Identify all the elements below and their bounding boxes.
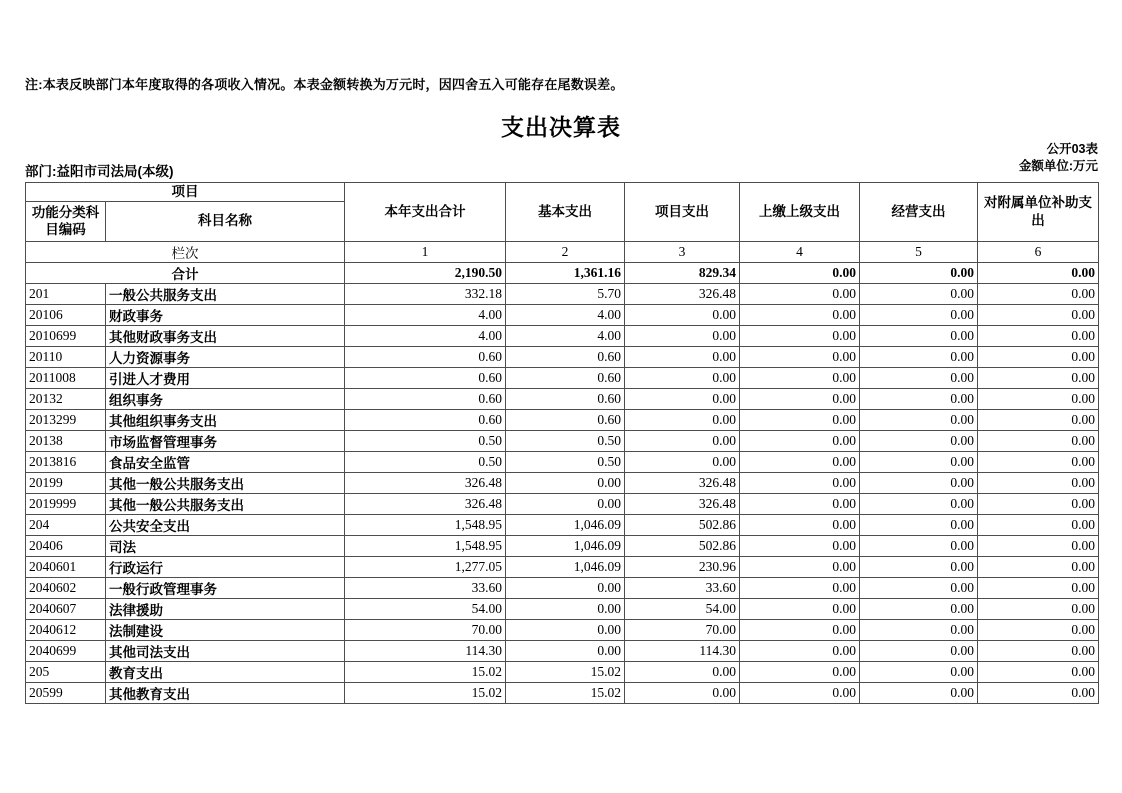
table-row <box>26 451 1099 472</box>
value-cell: 0.00 <box>860 493 978 514</box>
function-code-cell: 2010699 <box>26 325 106 346</box>
value-cell: 0.60 <box>506 367 625 388</box>
subject-name-cell: 其他组织事务支出 <box>106 409 345 430</box>
total-label: 合计 <box>26 262 345 283</box>
value-cell: 0.00 <box>740 283 860 304</box>
value-cell: 0.60 <box>506 388 625 409</box>
value-cell: 0.00 <box>740 325 860 346</box>
total-value-cell: 829.34 <box>625 262 740 283</box>
total-row <box>26 262 1099 283</box>
subject-name-cell: 一般行政管理事务 <box>106 577 345 598</box>
value-cell: 1,548.95 <box>345 514 506 535</box>
function-code-cell: 20106 <box>26 304 106 325</box>
col-header-total-expenditure: 本年支出合计 <box>345 183 506 242</box>
value-cell: 0.00 <box>860 367 978 388</box>
total-value-cell: 0.00 <box>978 262 1099 283</box>
value-cell: 0.00 <box>740 535 860 556</box>
total-value-cell: 0.00 <box>740 262 860 283</box>
subject-name-cell: 司法 <box>106 535 345 556</box>
table-row <box>26 556 1099 577</box>
col-header-project-expenditure: 项目支出 <box>625 183 740 242</box>
value-cell: 0.00 <box>740 430 860 451</box>
value-cell: 326.48 <box>345 472 506 493</box>
table-row <box>26 514 1099 535</box>
value-cell: 0.00 <box>978 451 1099 472</box>
value-cell: 0.00 <box>506 619 625 640</box>
subject-name-cell: 组织事务 <box>106 388 345 409</box>
value-cell: 326.48 <box>345 493 506 514</box>
table-row <box>26 325 1099 346</box>
value-cell: 0.00 <box>625 346 740 367</box>
value-cell: 0.00 <box>625 367 740 388</box>
value-cell: 0.60 <box>506 409 625 430</box>
value-cell: 332.18 <box>345 283 506 304</box>
value-cell: 15.02 <box>506 661 625 682</box>
value-cell: 0.00 <box>506 472 625 493</box>
value-cell: 0.00 <box>978 598 1099 619</box>
value-cell: 0.00 <box>740 388 860 409</box>
table-row <box>26 430 1099 451</box>
value-cell: 0.00 <box>978 661 1099 682</box>
value-cell: 326.48 <box>625 283 740 304</box>
subject-name-cell: 其他财政事务支出 <box>106 325 345 346</box>
value-cell: 0.00 <box>978 388 1099 409</box>
value-cell: 114.30 <box>345 640 506 661</box>
value-cell: 0.00 <box>740 514 860 535</box>
value-cell: 0.00 <box>978 304 1099 325</box>
function-code-cell: 20406 <box>26 535 106 556</box>
function-code-cell: 2040602 <box>26 577 106 598</box>
value-cell: 15.02 <box>506 682 625 703</box>
project-group-header: 项目 <box>26 183 345 202</box>
value-cell: 0.00 <box>740 346 860 367</box>
value-cell: 0.00 <box>860 472 978 493</box>
subject-name-cell: 一般公共服务支出 <box>106 283 345 304</box>
value-cell: 0.00 <box>860 409 978 430</box>
value-cell: 0.50 <box>345 430 506 451</box>
value-cell: 70.00 <box>345 619 506 640</box>
value-cell: 0.00 <box>978 493 1099 514</box>
subject-name-cell: 法制建设 <box>106 619 345 640</box>
function-code-cell: 20110 <box>26 346 106 367</box>
subject-name-cell: 引进人才费用 <box>106 367 345 388</box>
value-cell: 0.00 <box>625 430 740 451</box>
function-code-cell: 2040601 <box>26 556 106 577</box>
value-cell: 0.00 <box>740 409 860 430</box>
function-code-cell: 20138 <box>26 430 106 451</box>
value-cell: 0.00 <box>860 619 978 640</box>
function-code-cell: 201 <box>26 283 106 304</box>
table-row <box>26 346 1099 367</box>
value-cell: 54.00 <box>625 598 740 619</box>
value-cell: 0.00 <box>860 535 978 556</box>
table-note: 注:本表反映部门本年度取得的各项收入情况。本表金额转换为万元时，因四舍五入可能存在尾数误差。 <box>25 77 624 92</box>
value-cell: 33.60 <box>345 577 506 598</box>
value-cell: 0.00 <box>740 493 860 514</box>
value-cell: 0.50 <box>506 451 625 472</box>
total-value-cell: 1,361.16 <box>506 262 625 283</box>
value-cell: 1,046.09 <box>506 514 625 535</box>
value-cell: 4.00 <box>506 325 625 346</box>
function-code-cell: 2011008 <box>26 367 106 388</box>
value-cell: 0.00 <box>506 577 625 598</box>
value-cell: 114.30 <box>625 640 740 661</box>
column-index: 4 <box>740 241 860 262</box>
col-header-operating-expenditure: 经营支出 <box>860 183 978 242</box>
value-cell: 70.00 <box>625 619 740 640</box>
value-cell: 0.00 <box>506 493 625 514</box>
value-cell: 0.00 <box>860 430 978 451</box>
function-code-cell: 205 <box>26 661 106 682</box>
value-cell: 502.86 <box>625 535 740 556</box>
value-cell: 0.00 <box>625 325 740 346</box>
table-row <box>26 409 1099 430</box>
column-index: 1 <box>345 241 506 262</box>
value-cell: 1,548.95 <box>345 535 506 556</box>
value-cell: 0.00 <box>740 640 860 661</box>
table-row <box>26 577 1099 598</box>
column-index: 6 <box>978 241 1099 262</box>
value-cell: 0.00 <box>978 346 1099 367</box>
value-cell: 0.50 <box>345 451 506 472</box>
function-code-cell: 2013816 <box>26 451 106 472</box>
value-cell: 0.00 <box>978 619 1099 640</box>
total-value-cell: 2,190.50 <box>345 262 506 283</box>
value-cell: 0.60 <box>345 409 506 430</box>
value-cell: 0.00 <box>740 367 860 388</box>
value-cell: 0.00 <box>978 535 1099 556</box>
subject-name-cell: 教育支出 <box>106 661 345 682</box>
value-cell: 326.48 <box>625 493 740 514</box>
value-cell: 0.00 <box>860 556 978 577</box>
value-cell: 0.00 <box>860 577 978 598</box>
table-row <box>26 535 1099 556</box>
value-cell: 0.00 <box>740 619 860 640</box>
value-cell: 0.00 <box>860 388 978 409</box>
value-cell: 4.00 <box>345 304 506 325</box>
subject-name-cell: 食品安全监管 <box>106 451 345 472</box>
table-row <box>26 619 1099 640</box>
table-row <box>26 388 1099 409</box>
subject-name-cell: 其他一般公共服务支出 <box>106 472 345 493</box>
value-cell: 15.02 <box>345 661 506 682</box>
value-cell: 0.00 <box>625 388 740 409</box>
value-cell: 0.00 <box>740 661 860 682</box>
table-row <box>26 598 1099 619</box>
value-cell: 0.00 <box>978 430 1099 451</box>
function-code-cell: 20132 <box>26 388 106 409</box>
value-cell: 0.00 <box>506 640 625 661</box>
value-cell: 326.48 <box>625 472 740 493</box>
value-cell: 0.00 <box>740 598 860 619</box>
value-cell: 230.96 <box>625 556 740 577</box>
value-cell: 1,046.09 <box>506 556 625 577</box>
value-cell: 0.00 <box>625 451 740 472</box>
value-cell: 33.60 <box>625 577 740 598</box>
value-cell: 0.60 <box>345 367 506 388</box>
value-cell: 0.00 <box>740 451 860 472</box>
meta-right-block <box>1019 141 1098 175</box>
value-cell: 54.00 <box>345 598 506 619</box>
value-cell: 0.00 <box>978 409 1099 430</box>
subject-name-cell: 公共安全支出 <box>106 514 345 535</box>
value-cell: 0.00 <box>740 577 860 598</box>
value-cell: 0.00 <box>740 682 860 703</box>
value-cell: 0.00 <box>860 346 978 367</box>
subject-name-cell: 财政事务 <box>106 304 345 325</box>
function-code-cell: 20199 <box>26 472 106 493</box>
public-table-code: 公开03表 <box>1046 142 1098 156</box>
department-label: 部门:益阳市司法局(本级) <box>25 164 174 179</box>
subject-name-cell: 其他一般公共服务支出 <box>106 493 345 514</box>
total-value-cell: 0.00 <box>860 262 978 283</box>
value-cell: 0.00 <box>740 556 860 577</box>
column-index-row <box>26 241 1099 262</box>
column-index: 5 <box>860 241 978 262</box>
col-header-upturn-expenditure: 上缴上级支出 <box>740 183 860 242</box>
value-cell: 0.00 <box>860 682 978 703</box>
value-cell: 0.00 <box>978 367 1099 388</box>
value-cell: 4.00 <box>345 325 506 346</box>
value-cell: 0.00 <box>978 640 1099 661</box>
function-code-cell: 2013299 <box>26 409 106 430</box>
subject-name-cell: 人力资源事务 <box>106 346 345 367</box>
subject-name-cell: 市场监督管理事务 <box>106 430 345 451</box>
value-cell: 0.00 <box>978 472 1099 493</box>
table-row <box>26 682 1099 703</box>
amount-unit-label: 金额单位:万元 <box>1018 159 1098 173</box>
expenditure-table <box>25 182 1099 704</box>
function-code-cell: 2019999 <box>26 493 106 514</box>
column-index-label: 栏次 <box>26 241 345 262</box>
column-index: 2 <box>506 241 625 262</box>
value-cell: 0.00 <box>860 514 978 535</box>
value-cell: 0.00 <box>625 304 740 325</box>
value-cell: 0.00 <box>860 304 978 325</box>
function-code-cell: 2040607 <box>26 598 106 619</box>
value-cell: 0.00 <box>978 325 1099 346</box>
function-code-cell: 20599 <box>26 682 106 703</box>
value-cell: 0.00 <box>860 640 978 661</box>
value-cell: 0.00 <box>978 283 1099 304</box>
value-cell: 0.00 <box>860 451 978 472</box>
subject-name-cell: 行政运行 <box>106 556 345 577</box>
table-row <box>26 304 1099 325</box>
function-code-cell: 2040612 <box>26 619 106 640</box>
value-cell: 0.00 <box>625 661 740 682</box>
column-index: 3 <box>625 241 740 262</box>
value-cell: 0.00 <box>740 304 860 325</box>
value-cell: 0.00 <box>860 661 978 682</box>
value-cell: 1,277.05 <box>345 556 506 577</box>
table-row <box>26 640 1099 661</box>
table-row <box>26 472 1099 493</box>
value-cell: 0.00 <box>625 682 740 703</box>
value-cell: 0.00 <box>860 325 978 346</box>
value-cell: 4.00 <box>506 304 625 325</box>
value-cell: 0.00 <box>860 598 978 619</box>
value-cell: 15.02 <box>345 682 506 703</box>
col-header-subject-name: 科目名称 <box>106 201 345 241</box>
table-row <box>26 493 1099 514</box>
value-cell: 0.00 <box>506 598 625 619</box>
subject-name-cell: 法律援助 <box>106 598 345 619</box>
value-cell: 0.00 <box>978 577 1099 598</box>
value-cell: 0.00 <box>978 514 1099 535</box>
col-header-basic-expenditure: 基本支出 <box>506 183 625 242</box>
subject-name-cell: 其他司法支出 <box>106 640 345 661</box>
value-cell: 0.00 <box>978 556 1099 577</box>
value-cell: 0.60 <box>345 388 506 409</box>
value-cell: 0.00 <box>625 409 740 430</box>
table-row <box>26 367 1099 388</box>
table-row <box>26 283 1099 304</box>
value-cell: 1,046.09 <box>506 535 625 556</box>
col-header-function-code: 功能分类科目编码 <box>26 201 106 241</box>
value-cell: 0.60 <box>345 346 506 367</box>
table-body <box>26 262 1099 703</box>
header-row-project <box>26 183 1099 202</box>
value-cell: 5.70 <box>506 283 625 304</box>
page-title: 支出决算表 <box>501 114 621 140</box>
value-cell: 502.86 <box>625 514 740 535</box>
col-header-subsidy-expenditure: 对附属单位补助支出 <box>978 183 1099 242</box>
table-row <box>26 661 1099 682</box>
function-code-cell: 2040699 <box>26 640 106 661</box>
value-cell: 0.50 <box>506 430 625 451</box>
subject-name-cell: 其他教育支出 <box>106 682 345 703</box>
value-cell: 0.60 <box>506 346 625 367</box>
value-cell: 0.00 <box>740 472 860 493</box>
value-cell: 0.00 <box>978 682 1099 703</box>
function-code-cell: 204 <box>26 514 106 535</box>
value-cell: 0.00 <box>860 283 978 304</box>
